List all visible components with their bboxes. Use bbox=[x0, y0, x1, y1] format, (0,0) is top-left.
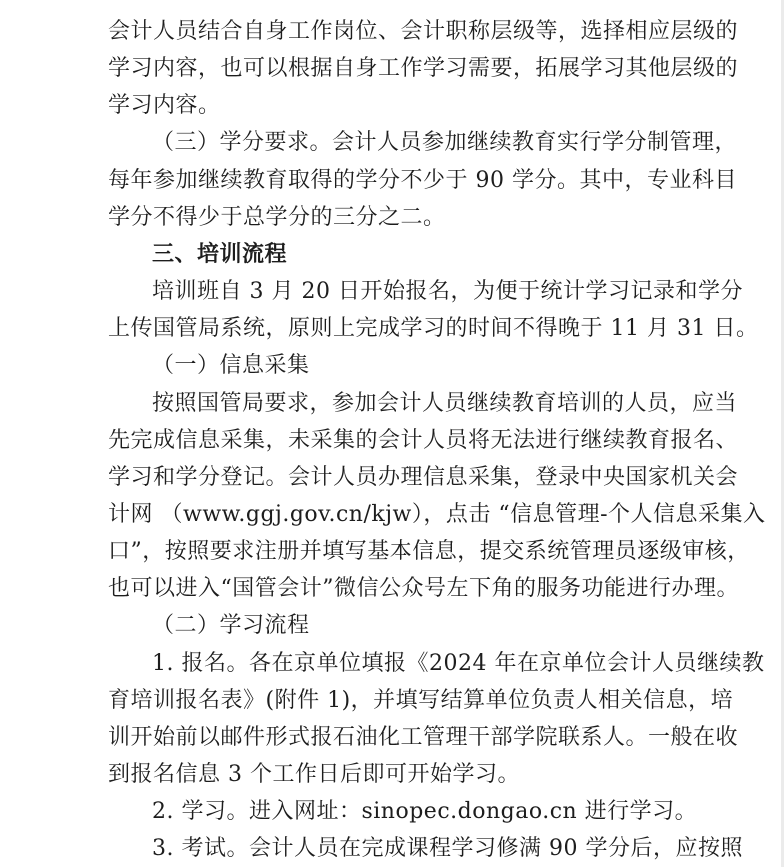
paragraph-line: 培训班自 3 月 20 日开始报名，为便于统计学习记录和学分 bbox=[152, 279, 743, 304]
subsection-heading: （一）信息采集 bbox=[152, 353, 310, 378]
paragraph-line: 会计人员结合自身工作岗位、会计职称层级等，选择相应层级的 bbox=[108, 19, 739, 44]
paragraph-line: 口”，按照要求注册并填写基本信息，提交系统管理员逐级审核， bbox=[108, 539, 750, 564]
paragraph-line: 学习内容。 bbox=[108, 93, 221, 118]
paragraph-line: 到报名信息 3 个工作日后即可开始学习。 bbox=[108, 762, 520, 787]
paragraph-line: 也可以进入“国管会计”微信公众号左下角的服务功能进行办理。 bbox=[108, 576, 739, 601]
paragraph-line: 先完成信息采集，未采集的会计人员将无法进行继续教育报名、 bbox=[108, 428, 739, 453]
paragraph-line: 学习和学分登记。会计人员办理信息采集，登录中央国家机关会 bbox=[108, 465, 739, 490]
paragraph-line: 3. 考试。会计人员在完成课程学习修满 90 学分后，应按照 bbox=[152, 836, 743, 861]
paragraph-line: 育培训报名表》(附件 1)，并填写结算单位负责人相关信息，培 bbox=[108, 688, 734, 713]
paragraph-line: 2. 学习。进入网址：sinopec.dongao.cn 进行学习。 bbox=[152, 799, 698, 824]
section-heading: 三、培训流程 bbox=[152, 242, 288, 267]
subsection-heading: （二）学习流程 bbox=[152, 613, 310, 638]
paragraph-line: 学习内容，也可以根据自身工作学习需要，拓展学习其他层级的 bbox=[108, 56, 739, 81]
paragraph-line: 按照国管局要求，参加会计人员继续教育培训的人员，应当 bbox=[152, 391, 738, 416]
paragraph-line: 学分不得少于总学分的三分之二。 bbox=[108, 205, 446, 230]
paragraph-line: （三）学分要求。会计人员参加继续教育实行学分制管理， bbox=[152, 130, 738, 155]
paragraph-line: 1. 报名。各在京单位填报《2024 年在京单位会计人员继续教 bbox=[152, 651, 765, 676]
paragraph-line: 每年参加继续教育取得的学分不少于 90 学分。其中，专业科目 bbox=[108, 168, 737, 193]
paragraph-line: 计网 （www.ggj.gov.cn/kjw），点击 “信息管理-个人信息采集入 bbox=[108, 502, 766, 527]
paragraph-line: 训开始前以邮件形式报石油化工管理干部学院联系人。一般在收 bbox=[108, 725, 739, 750]
paragraph-line: 上传国管局系统，原则上完成学习的时间不得晚于 11 月 31 日。 bbox=[108, 316, 759, 341]
